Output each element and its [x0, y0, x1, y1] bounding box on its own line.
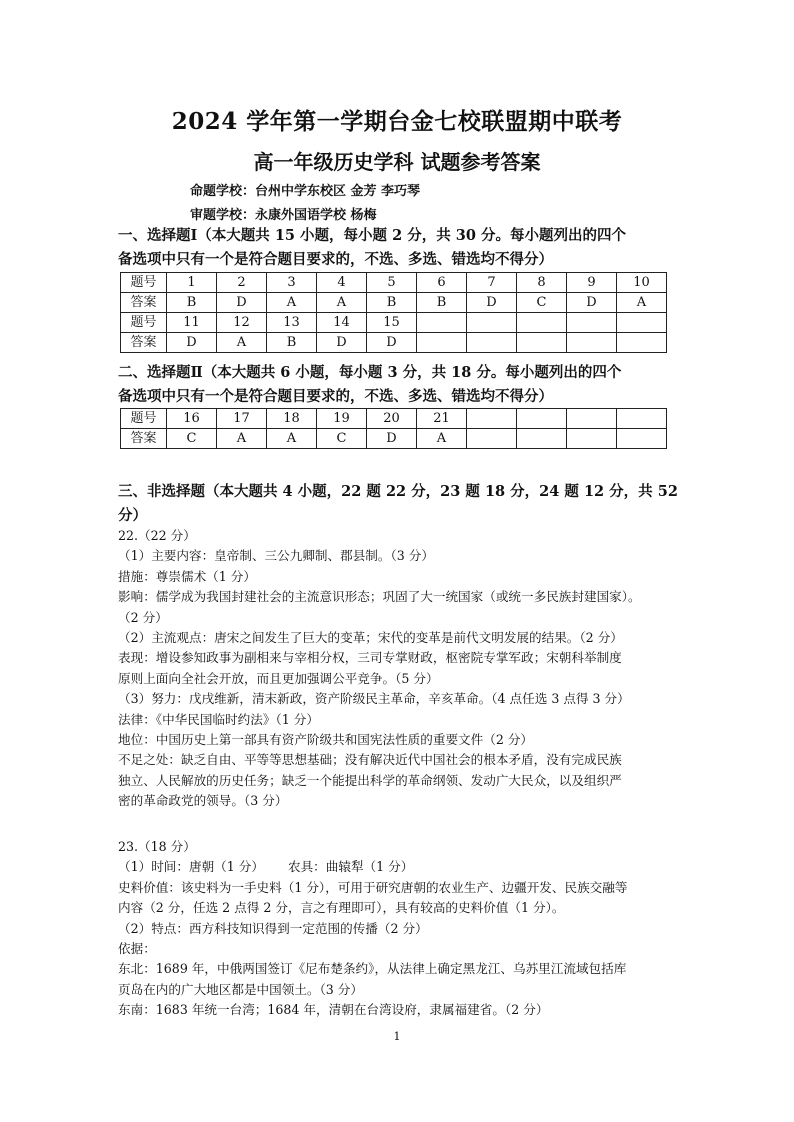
table-cell: B	[367, 293, 417, 313]
text-line: 22.（22 分）	[118, 528, 196, 543]
text-line: （2）特点：西方科技知识得到一定范围的传播（2 分）	[118, 920, 428, 936]
page-number: 1	[393, 1030, 401, 1043]
table-cell: 6	[417, 273, 467, 293]
text-line: 独立、人民解放的历史任务；缺乏一个能提出科学的革命纲领、发动广大民众，以及组织严	[118, 772, 622, 788]
section-2-line-2: 备选项中只有一个是符合题目要求的，不选、多选、错选均不得分）	[118, 388, 553, 405]
section-1-line-1: 一、选择题Ⅰ（本大题共 15 小题，每小题 2 分，共 30 分。每小题列出的四个	[118, 227, 627, 244]
answer-table-1	[120, 272, 667, 353]
table-cell	[617, 409, 667, 429]
text-line: （2 分）	[118, 609, 168, 625]
row-label: 题号	[121, 313, 167, 333]
table-cell	[567, 429, 617, 449]
table-cell: C	[317, 429, 367, 449]
text-line: （1）主要内容：皇帝制、三公九卿制、郡县制。（3 分）	[118, 548, 434, 564]
text-line: 措施：尊崇儒术（1 分）	[118, 568, 256, 584]
text-line: 东北：1689 年，中俄两国签订《尼布楚条约》，从法律上确定黑龙江、乌苏里江流域包括库	[118, 961, 627, 977]
row-label: 题号	[121, 273, 167, 293]
table-cell: 17	[217, 409, 267, 429]
table-cell	[467, 429, 517, 449]
text-line: 内容（2 分，任选 2 点得 2 分，言之有理即可），具有较高的史料价值（1 分）。	[118, 900, 565, 916]
table-cell: A	[417, 429, 467, 449]
text-line: 原则上面向全社会开放，而且更加强调公平竞争。（5 分）	[118, 670, 439, 686]
table-cell: D	[317, 333, 367, 353]
text-line: 法律：《中华民国临时约法》（1 分）	[118, 711, 319, 727]
table-cell	[567, 333, 617, 353]
table-cell: 7	[467, 273, 517, 293]
table-cell: 11	[167, 313, 217, 333]
table-cell: A	[267, 293, 317, 313]
table-cell: A	[217, 429, 267, 449]
table-row	[121, 429, 667, 449]
text-line: （3）努力：戊戌维新，清末新政，资产阶级民主革命，辛亥革命。（4 点任选 3 点得 3 分）	[118, 691, 630, 707]
table-cell: 1	[167, 273, 217, 293]
table-cell	[467, 333, 517, 353]
section-3-line-1: 三、非选择题（本大题共 4 小题，22 题 22 分，23 题 18 分，24 题 12 分，共 52	[118, 483, 678, 500]
table-cell: D	[217, 293, 267, 313]
table-cell: A	[267, 429, 317, 449]
table-row	[121, 293, 667, 313]
section-3-line-2: 分）	[118, 507, 147, 524]
table-cell: 5	[367, 273, 417, 293]
table-cell: D	[367, 333, 417, 353]
table-cell: 20	[367, 409, 417, 429]
table-cell: 15	[367, 313, 417, 333]
table-cell: B	[267, 333, 317, 353]
text-line: （2）主流观点：唐宋之间发生了巨大的变革；宋代的变革是前代文明发展的结果。（2 分）	[118, 630, 623, 646]
table-cell: 16	[167, 409, 217, 429]
table-cell	[617, 313, 667, 333]
table-cell: C	[167, 429, 217, 449]
question-23-answer	[118, 837, 678, 1021]
text-line: 不足之处：缺乏自由、平等等思想基础；没有解决近代中国社会的根本矛盾，没有完成民族	[118, 752, 622, 768]
table-cell: 9	[567, 273, 617, 293]
table-cell: C	[517, 293, 567, 313]
table-cell	[517, 409, 567, 429]
table-cell: A	[217, 333, 267, 353]
table-cell: A	[617, 293, 667, 313]
table-cell: 19	[317, 409, 367, 429]
text-line: 页岛在内的广大地区都是中国领土。（3 分）	[118, 981, 363, 997]
table-cell: 13	[267, 313, 317, 333]
row-label: 答案	[121, 333, 167, 353]
table-cell: 4	[317, 273, 367, 293]
table-cell: D	[567, 293, 617, 313]
table-cell: B	[167, 293, 217, 313]
table-cell	[567, 313, 617, 333]
table-cell: 8	[517, 273, 567, 293]
table-cell	[467, 313, 517, 333]
table-cell: D	[467, 293, 517, 313]
row-label: 题号	[121, 409, 167, 429]
section-2-heading	[118, 361, 678, 409]
text-line: 依据：	[118, 941, 156, 957]
reviewer-info: 审题学校：永康外国语学校 杨梅	[190, 208, 377, 223]
table-cell: 14	[317, 313, 367, 333]
table-cell: 2	[217, 273, 267, 293]
section-1-heading	[118, 224, 678, 272]
exam-title: 2024 学年第一学期台金七校联盟期中联考	[171, 108, 623, 135]
table-cell: A	[317, 293, 367, 313]
text-line: 23.（18 分）	[118, 839, 196, 854]
section-1-line-2: 备选项中只有一个是符合题目要求的，不选、多选、错选均不得分）	[118, 251, 553, 268]
table-cell: D	[367, 429, 417, 449]
text-line: 地位：中国历史上第一部具有资产阶级共和国宪法性质的重要文件（2 分）	[118, 732, 534, 748]
table-cell: D	[167, 333, 217, 353]
text-line: 密的革命政党的领导。（3 分）	[118, 793, 288, 809]
table-cell: 18	[267, 409, 317, 429]
setter-info: 命题学校：台州中学东校区 金芳 李巧琴	[190, 184, 421, 199]
table-cell: 12	[217, 313, 267, 333]
table-row	[121, 333, 667, 353]
table-row	[121, 313, 667, 333]
row-label: 答案	[121, 293, 167, 313]
table-cell: 3	[267, 273, 317, 293]
row-label: 答案	[121, 429, 167, 449]
table-row	[121, 273, 667, 293]
text-line: （1）时间：唐朝（1 分） 农具：曲辕犁（1 分）	[118, 859, 414, 875]
text-line: 影响：儒学成为我国封建社会的主流意识形态；巩固了大一统国家（或统一多民族封建国家）。	[118, 589, 641, 605]
table-cell: 10	[617, 273, 667, 293]
table-cell	[517, 429, 567, 449]
table-cell: B	[417, 293, 467, 313]
question-22-answer	[118, 526, 678, 812]
section-2-line-1: 二、选择题Ⅱ（本大题共 6 小题，每小题 3 分，共 18 分。每小题列出的四个	[118, 364, 622, 381]
table-cell	[567, 409, 617, 429]
table-cell	[417, 333, 467, 353]
exam-subtitle: 高一年级历史学科 试题参考答案	[253, 150, 541, 174]
table-cell	[617, 333, 667, 353]
text-line: 表现：增设参知政事为副相来与宰相分权，三司专掌财政，枢密院专掌军政；宋朝科举制度	[118, 650, 622, 666]
table-cell	[517, 313, 567, 333]
answer-table-2	[120, 408, 667, 449]
table-cell	[517, 333, 567, 353]
table-cell	[417, 313, 467, 333]
table-cell	[467, 409, 517, 429]
table-row	[121, 409, 667, 429]
section-3-heading	[118, 480, 678, 528]
text-line: 东南：1683 年统一台湾；1684 年，清朝在台湾设府，隶属福建省。（2 分）	[118, 1002, 549, 1018]
table-cell: 21	[417, 409, 467, 429]
table-cell	[617, 429, 667, 449]
text-line: 史料价值：该史料为一手史料（1 分），可用于研究唐朝的农业生产、边疆开发、民族交融等	[118, 879, 628, 895]
